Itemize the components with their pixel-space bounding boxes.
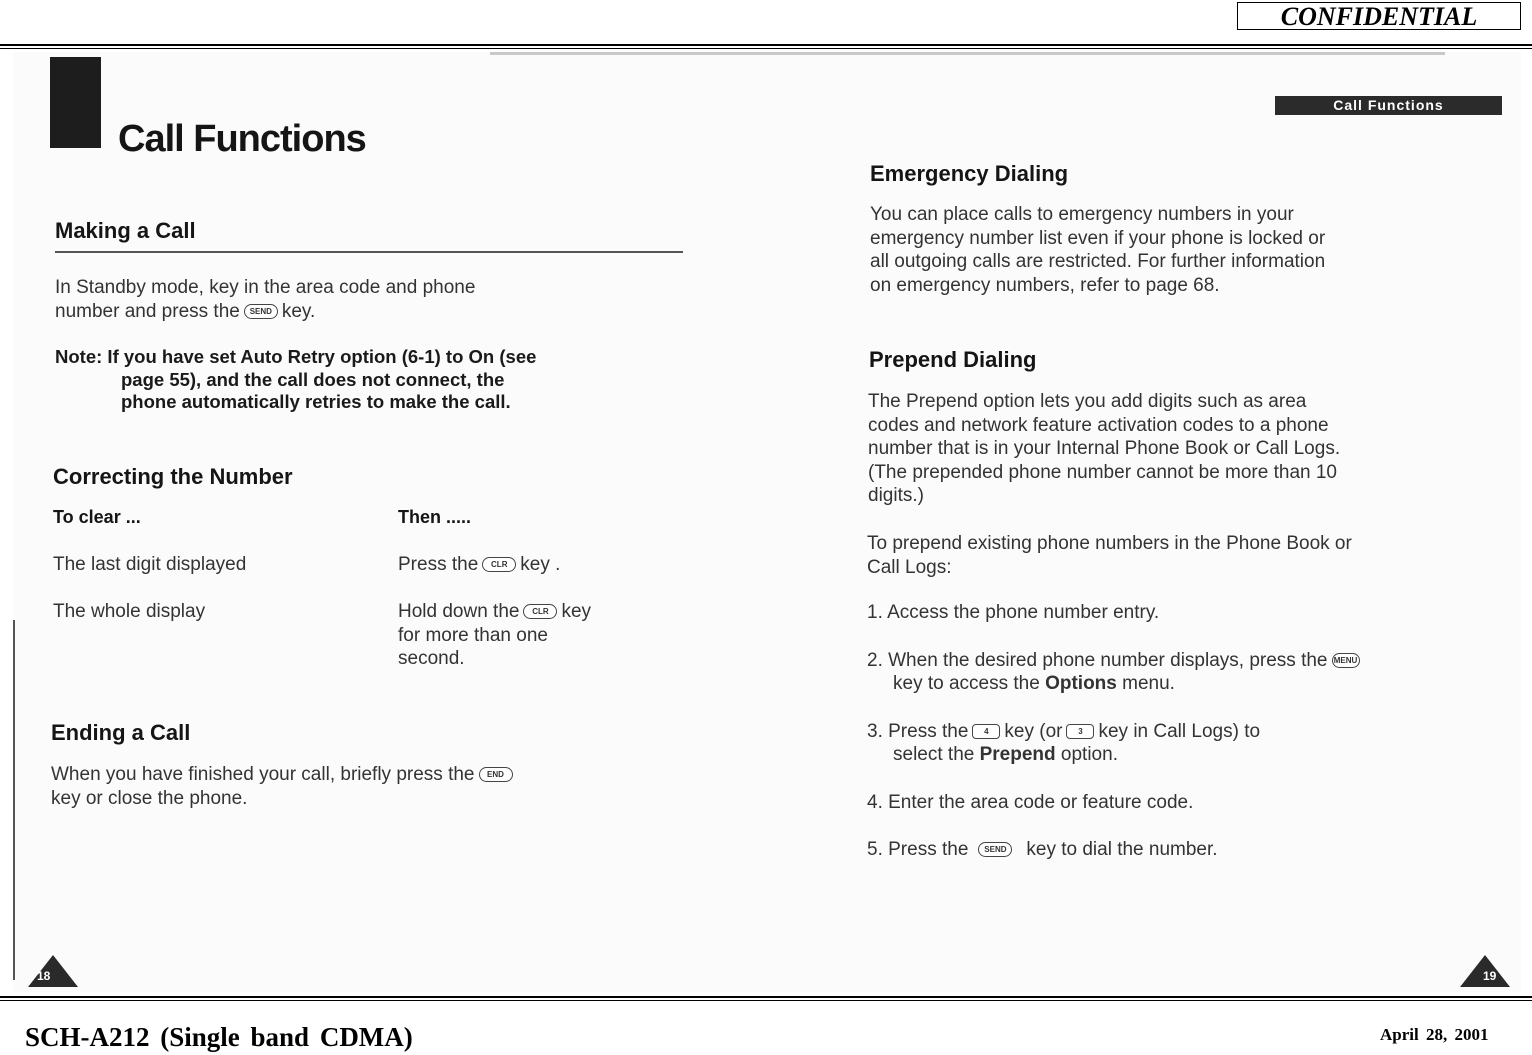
prepend-steps [867, 601, 1517, 862]
page-marker-left [28, 955, 78, 987]
prepend-intro: To prepend existing phone numbers in the Phone Book or Call Logs: [867, 533, 1352, 578]
scan-edge [13, 620, 15, 980]
send-key-icon: SEND [978, 842, 1012, 857]
clear-row-2-label: The whole display [53, 601, 206, 622]
end-key-icon: END [479, 767, 513, 782]
step-4: 4. Enter the area code or feature code. [867, 791, 1194, 813]
four-key-icon: 4 [972, 724, 1000, 739]
clr-key-icon: CLR [482, 557, 516, 572]
ending-call-text: When you have finished your call, briefly press the END key or close the phone. [51, 763, 681, 810]
page-title: Call Functions [118, 118, 366, 160]
chapter-tab [50, 57, 101, 148]
step-3: 3. Press the 4 key (or 3 key in Call Logs) to select the Prepend option. [867, 720, 1261, 765]
heading-ending-call: Ending a Call [51, 720, 191, 745]
send-key-icon: SEND [244, 304, 278, 319]
clr-key-icon: CLR [523, 604, 557, 619]
three-key-icon: 3 [1066, 724, 1094, 739]
heading-prepend: Prepend Dialing [869, 347, 1037, 372]
heading-making-call: Making a Call [55, 218, 196, 243]
section-rule [55, 251, 683, 253]
col-to-clear: To clear ... [53, 507, 141, 527]
page-top-line [490, 52, 1445, 55]
header-rule-thin [0, 48, 1532, 49]
footer-rule [0, 996, 1532, 998]
emergency-text: You can place calls to emergency numbers in your emergency number list even if your phone is locked or all outgoing calls are restricted. For further information on emergency numbers, refer to page 68. [870, 204, 1326, 296]
prepend-text: The Prepend option lets you add digits such as area codes and network feature activation codes to a phone number that is in your Internal Phone Book or Call Logs. (The prepended phone number cannot be more than 10 digits.) [868, 391, 1341, 506]
making-call-text: In Standby mode, key in the area code and phone number and press the SEND key. [55, 277, 476, 322]
step-1: 1. Access the phone number entry. [867, 602, 1160, 623]
heading-emergency: Emergency Dialing [870, 161, 1069, 186]
heading-correcting: Correcting the Number [53, 464, 293, 489]
page-number-right: 19 [1483, 969, 1497, 983]
confidential-label: CONFIDENTIAL [1237, 2, 1521, 30]
footer-rule-thin [0, 1000, 1532, 1001]
model-label: SCH-A212 (Single band CDMA) [25, 1022, 413, 1052]
clear-row-1-label: The last digit displayed [53, 554, 247, 575]
page-number-left: 18 [37, 969, 51, 983]
header-rule [0, 44, 1532, 46]
date-label: April 28, 2001 [1380, 1025, 1489, 1044]
clear-row-2-action: Hold down the CLR key for more than one second. [398, 601, 592, 669]
step-5: 5. Press the SEND key to dial the number. [867, 839, 1218, 860]
clear-row-1-action: Press the CLR key . [398, 554, 561, 575]
step-2: 2. When the desired phone number displays, press the MENU key to access the Options menu. [867, 649, 1517, 696]
note-block: Note: If you have set Auto Retry option (6-1) to On (see page 55), and the call does not connect, the phone automatically retries to make the call. [55, 346, 537, 412]
menu-key-icon: MENU [1332, 653, 1360, 668]
section-badge: Call Functions [1275, 96, 1502, 115]
col-then: Then ..... [398, 507, 472, 527]
